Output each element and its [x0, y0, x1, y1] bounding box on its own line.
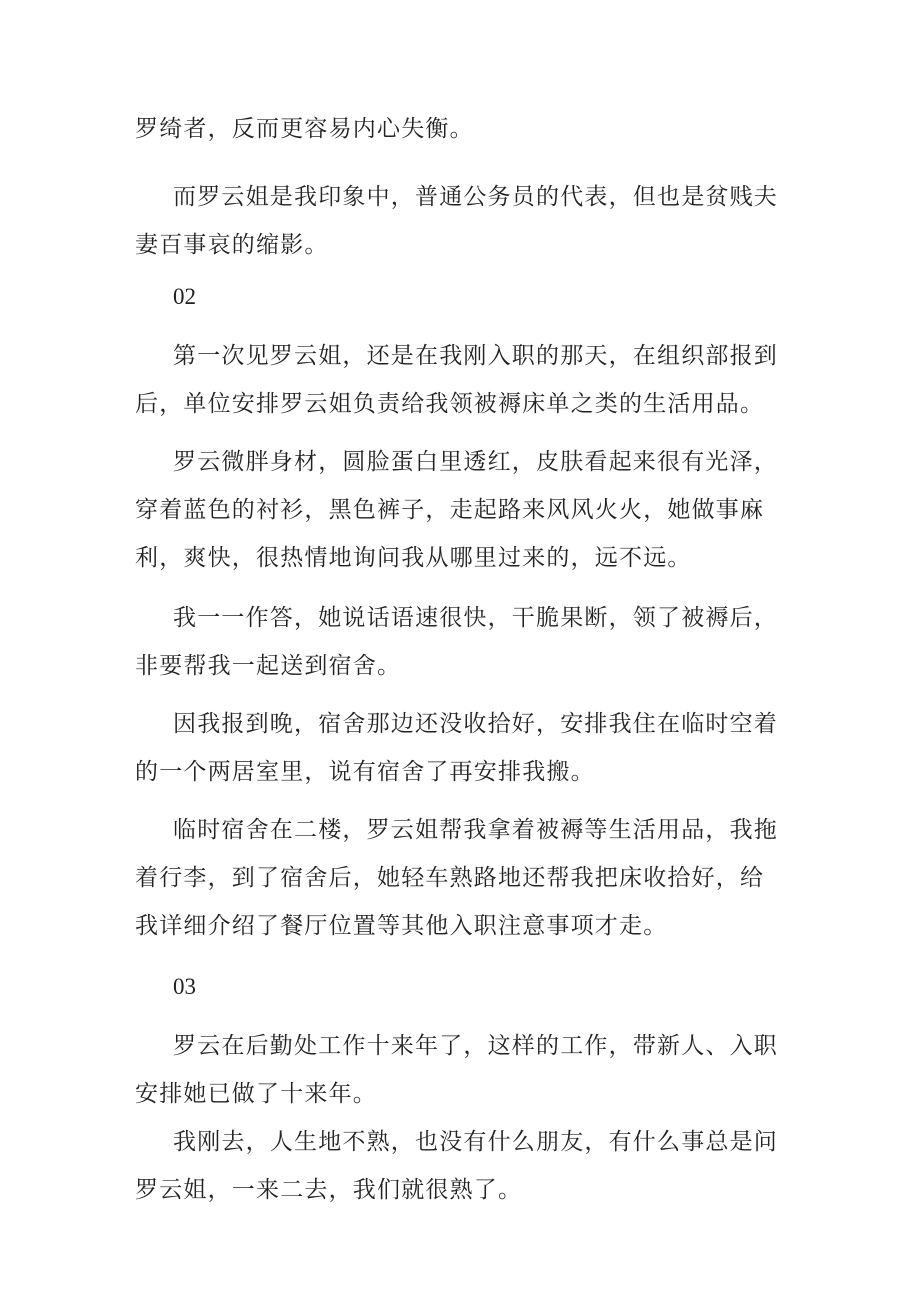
- section-number: 03: [173, 974, 196, 999]
- paragraph: 而罗云姐是我印象中，普通公务员的代表，但也是贫贱夫妻百事哀的缩影。: [135, 184, 778, 258]
- paragraph: 罗云在后勤处工作十来年了，这样的工作，带新人、入职安排她已做了十来年。: [135, 1033, 778, 1107]
- paragraph: 第一次见罗云姐，还是在我刚入职的那天，在组织部报到后，单位安排罗云姐负责给我领被褥床单之类的生活用品。: [135, 343, 778, 417]
- paragraph: 罗云微胖身材，圆脸蛋白里透红，皮肤看起来很有光泽，穿着蓝色的衬衫，黑色裤子，走起路来风风火火，她做事麻利，爽快，很热情地询问我从哪里过来的，远不远。: [135, 449, 778, 571]
- paragraph: 我刚去，人生地不熟，也没有什么朋友，有什么事总是问罗云姐，一来二去，我们就很熟了。: [135, 1129, 778, 1203]
- paragraph: 因我报到晚，宿舍那边还没收拾好，安排我住在临时空着的一个两居室里，说有宿舍了再安排我搬。: [135, 711, 778, 785]
- paragraph: 临时宿舍在二楼，罗云姐帮我拿着被褥等生活用品，我拖着行李，到了宿舍后，她轻车熟路地还帮我把床收拾好，给我详细介绍了餐厅位置等其他入职注意事项才走。: [135, 817, 778, 939]
- paragraph: 我一一作答，她说话语速很快，干脆果断，领了被褥后，非要帮我一起送到宿舍。: [135, 605, 778, 679]
- paragraph-continuation: 罗绮者，反而更容易内心失衡。: [135, 116, 474, 142]
- section-number: 02: [173, 284, 196, 309]
